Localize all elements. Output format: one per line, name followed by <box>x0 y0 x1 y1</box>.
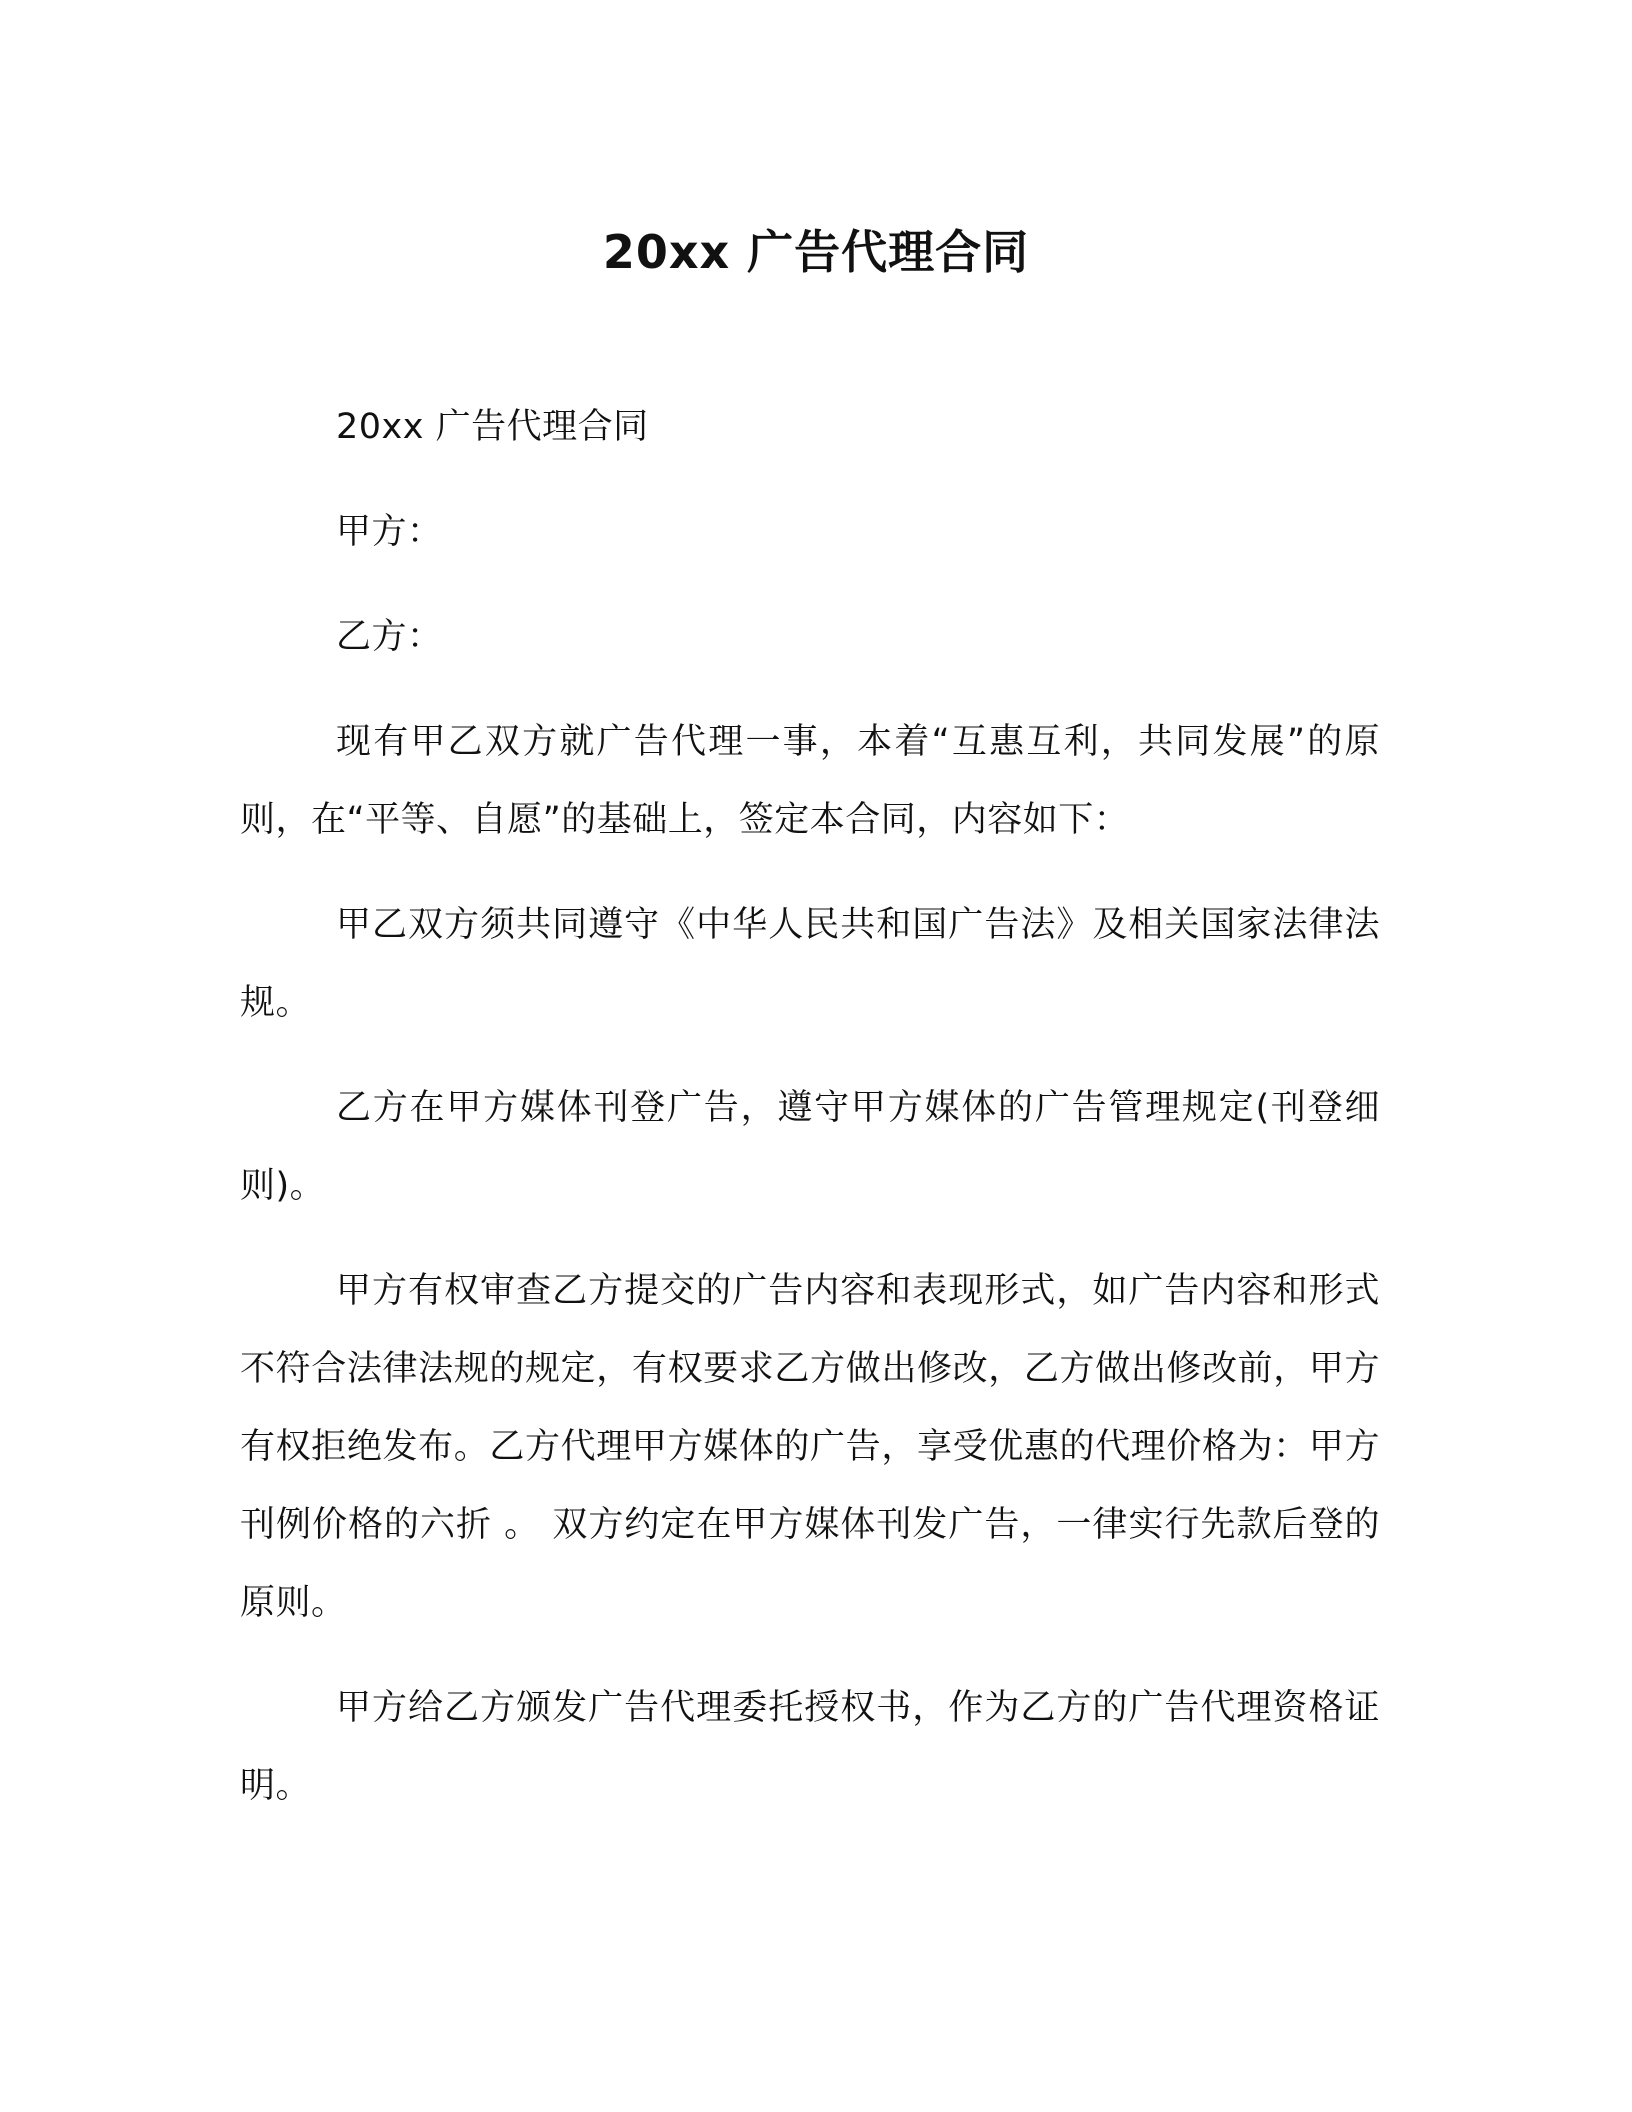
clause-authorization: 甲方给乙方颁发广告代理委托授权书，作为乙方的广告代理资格证明。 <box>240 1688 1380 1806</box>
document-title: 20xx 广告代理合同 <box>602 225 1030 279</box>
clause-review-pricing: 甲方有权审查乙方提交的广告内容和表现形式，如广告内容和形式不符合法律法规的规定，有权要求乙方做出修改，乙方做出修改前，甲方有权拒绝发布。乙方代理甲方媒体的广告，享受优惠的代理价格为：甲方刊例价格的六折 。 双方约定在甲方媒体刊发广告，一律实行先款后登的原则。 <box>240 1271 1380 1623</box>
preamble-paragraph: 现有甲乙双方就广告代理一事，本着“互惠互利，共同发展”的原则，在“平等、自愿”的基础上，签定本合同，内容如下： <box>240 722 1380 840</box>
party-a-line: 甲方： <box>336 512 443 552</box>
contract-name-line: 20xx 广告代理合同 <box>336 407 649 447</box>
document-body <box>240 388 1380 1852</box>
clause-ad-regulations: 乙方在甲方媒体刊登广告，遵守甲方媒体的广告管理规定(刊登细则)。 <box>240 1088 1380 1206</box>
clause-law-compliance: 甲乙双方须共同遵守《中华人民共和国广告法》及相关国家法律法规。 <box>240 905 1380 1023</box>
party-b-line: 乙方： <box>336 617 443 657</box>
